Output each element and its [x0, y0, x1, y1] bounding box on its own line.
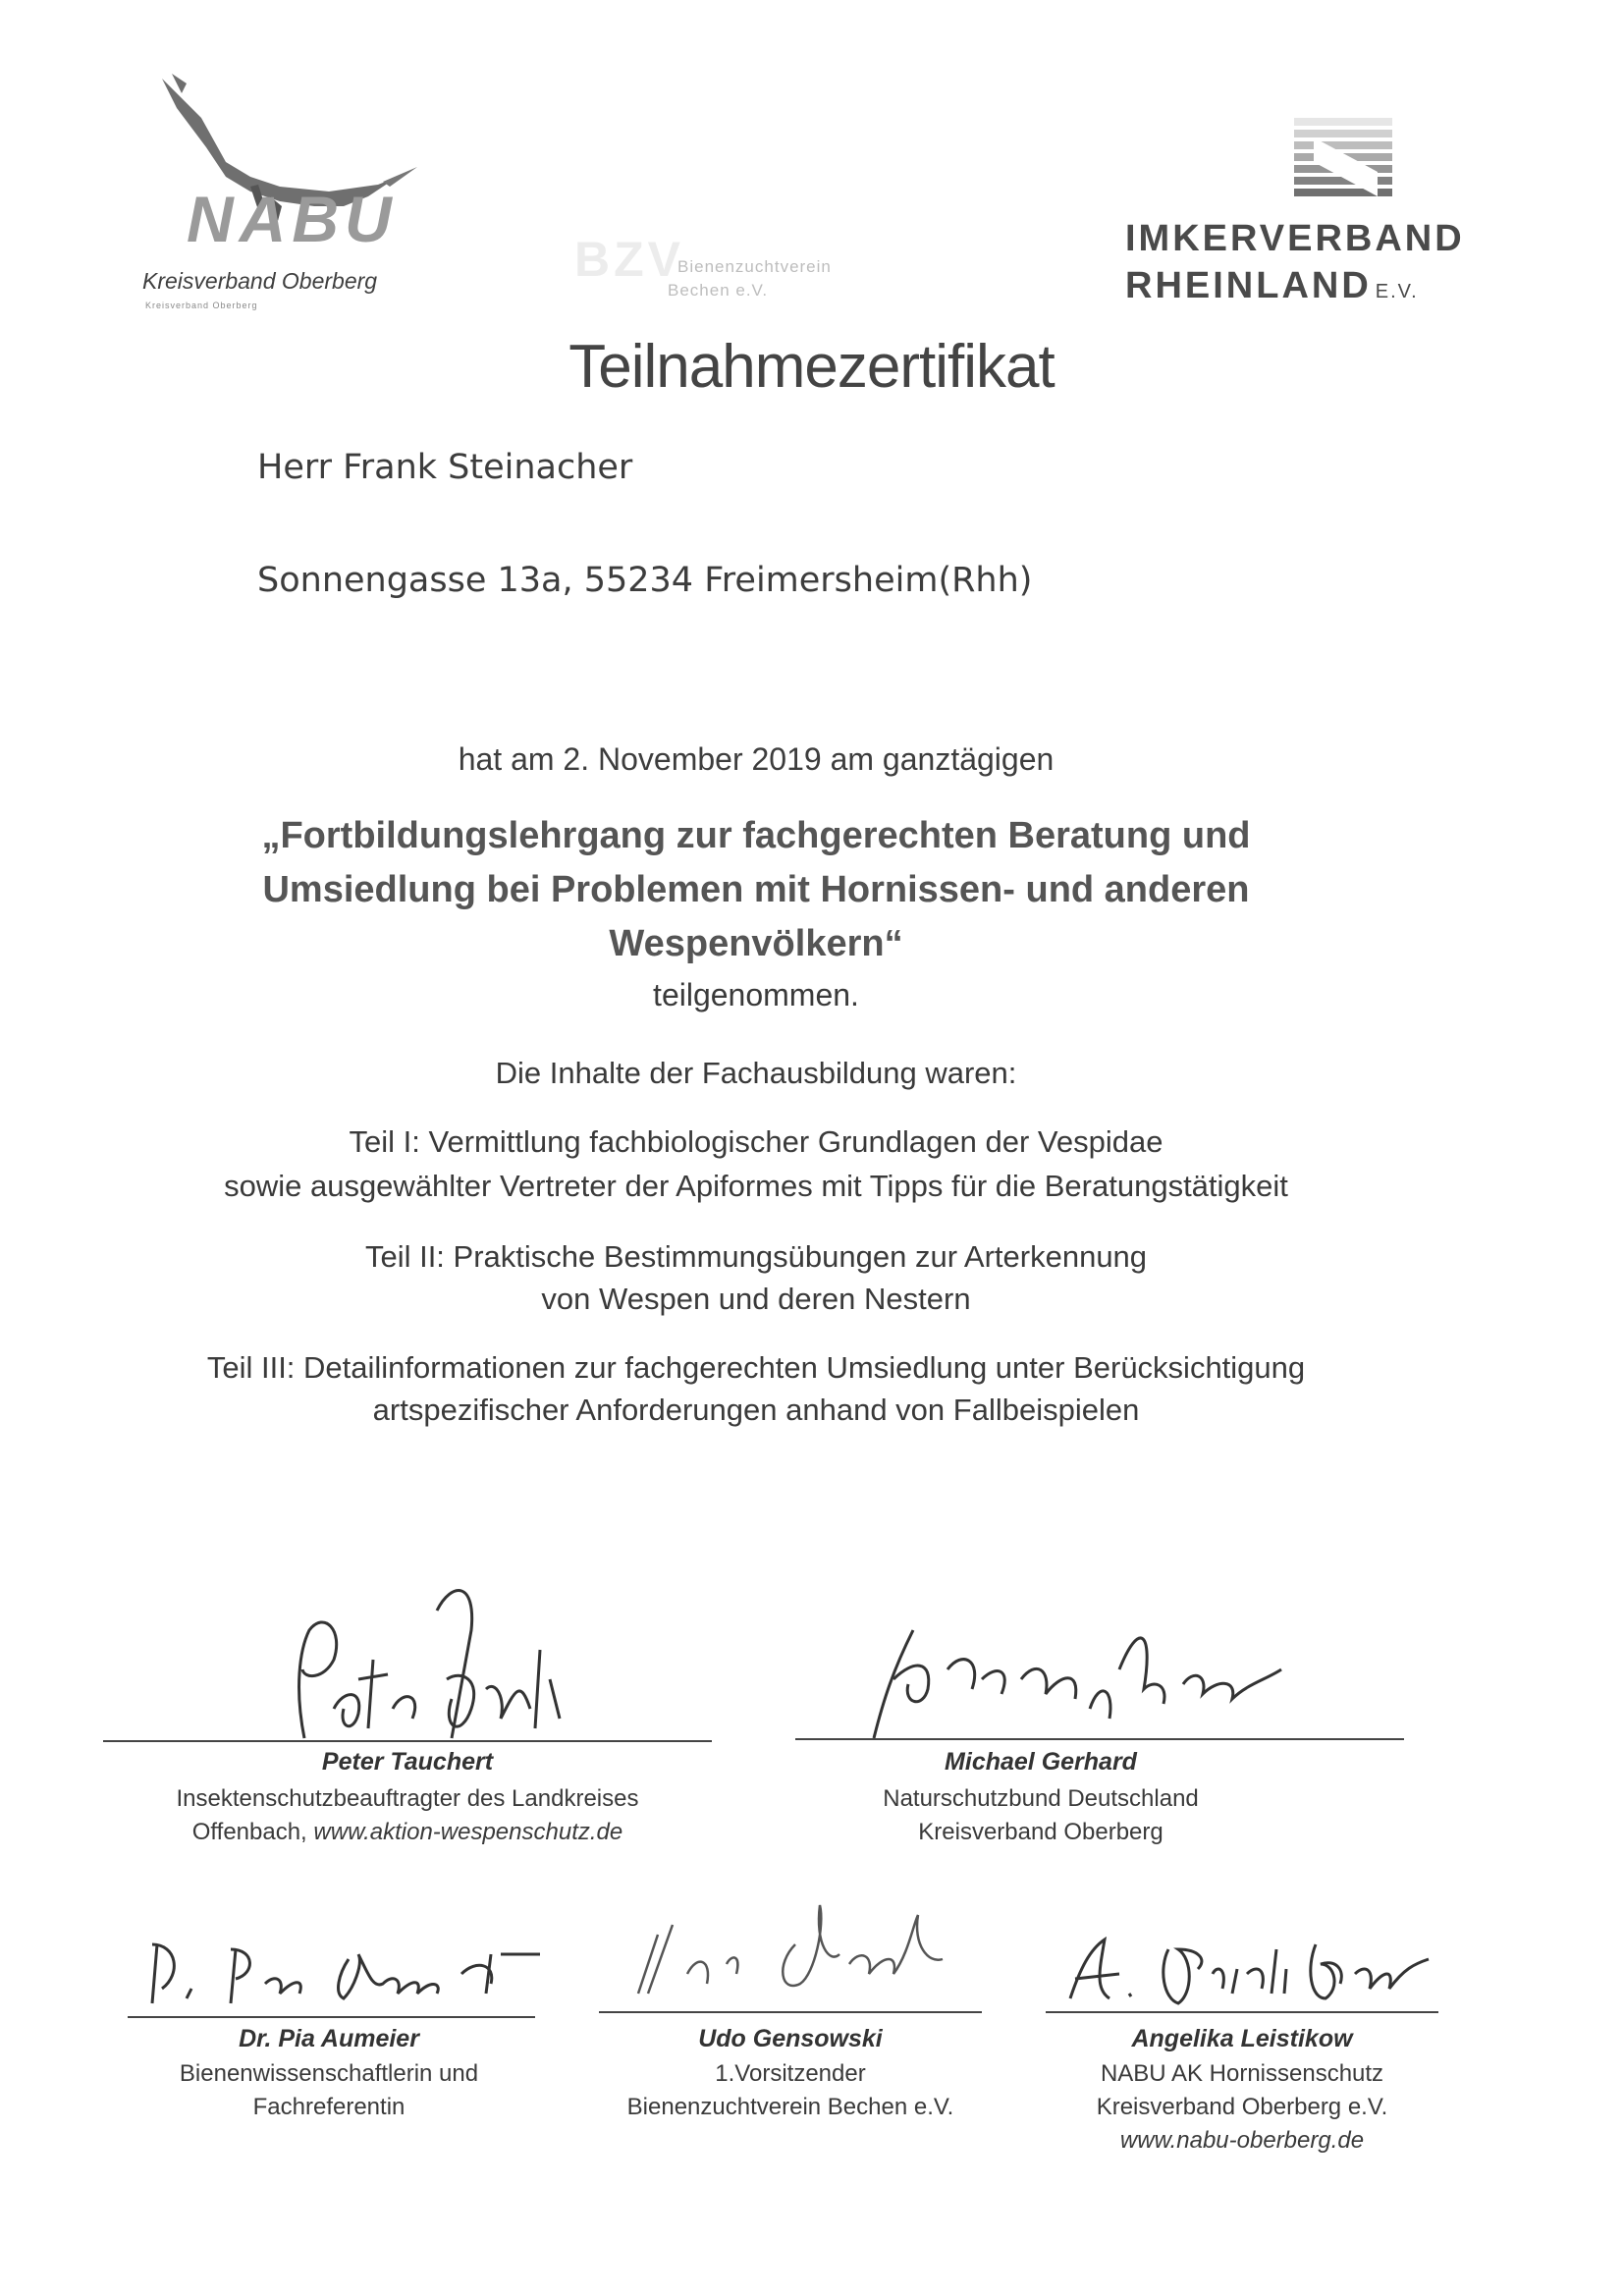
- part1-line1: Teil I: Vermittlung fachbiologischer Grundlagen der Vespidae: [349, 1124, 1163, 1159]
- signature-line-2: [795, 1738, 1404, 1740]
- participated-text: teilgenommen.: [653, 977, 859, 1012]
- imkerverband-emblem-icon: [1294, 118, 1392, 201]
- course-title-line1: „Fortbildungslehrgang zur fachgerechten Beratung und: [261, 815, 1251, 856]
- bzv-logo-letters: BZV: [574, 232, 684, 287]
- bzv-logo-line2: Bechen e.V.: [668, 281, 769, 300]
- part3-line2: artspezifischer Anforderungen anhand von Fallbeispielen: [372, 1393, 1140, 1427]
- course-title-line3: Wespenvölkern“: [609, 923, 903, 964]
- signatory-4-role: [579, 2057, 1001, 2124]
- nabu-logo-subtitle: Kreisverband Oberberg: [142, 268, 378, 294]
- contents-heading: Die Inhalte der Fachausbildung waren:: [495, 1056, 1017, 1090]
- recipient-name: Herr Frank Steinacher: [257, 448, 633, 487]
- imkerverband-line1: IMKERVERBAND: [1125, 218, 1465, 259]
- signatory-1-role: [103, 1782, 712, 1849]
- intro-text: hat am 2. November 2019 am ganztägigen: [458, 741, 1055, 777]
- signature-line-1: [103, 1740, 712, 1742]
- signatory-3-role-line2: Fachreferentin: [252, 2094, 406, 2120]
- signatory-1-role-line1: Insektenschutzbeauftragter des Landkreises: [176, 1785, 639, 1812]
- signature-line-4: [599, 2011, 982, 2013]
- signature-peter-tauchert: [265, 1571, 589, 1748]
- signatory-5-role-line1: NABU AK Hornissenschutz: [1100, 2060, 1384, 2087]
- signatory-5-role: [1046, 2057, 1438, 2158]
- signatory-1-url: www.aktion-wespenschutz.de: [313, 1819, 623, 1845]
- part3-line1: Teil III: Detailinformationen zur fachgerechten Umsiedlung unter Berücksichtigung: [206, 1350, 1306, 1385]
- signatory-5-url: www.nabu-oberberg.de: [1119, 2127, 1365, 2154]
- signatory-1-name: Peter Tauchert: [321, 1748, 494, 1776]
- signatory-1-role-line2: [103, 1816, 712, 1849]
- course-title-line2: Umsiedlung bei Problemen mit Hornissen- und anderen: [262, 869, 1250, 910]
- certificate-title: Teilnahmezertifikat: [568, 333, 1055, 401]
- imkerverband-ev-suffix: E.V.: [1375, 281, 1419, 302]
- signatory-3-name: Dr. Pia Aumeier: [239, 2025, 419, 2052]
- part1-line2: sowie ausgewählter Vertreter der Apiformes mit Tipps für die Beratungstätigkeit: [224, 1169, 1288, 1203]
- signatory-5-role-line2: Kreisverband Oberberg e.V.: [1096, 2094, 1388, 2120]
- signatory-2-role-line2: Kreisverband Oberberg: [918, 1819, 1163, 1845]
- signatory-2-role: [795, 1782, 1286, 1849]
- part2-line2: von Wespen und deren Nestern: [541, 1282, 971, 1316]
- signatory-4-role-line2: Bienenzuchtverein Bechen e.V.: [626, 2094, 954, 2120]
- signatory-3-role-line1: Bienenwissenschaftlerin und: [179, 2060, 479, 2087]
- signatory-3-role: [103, 2057, 555, 2124]
- signatory-5-name: Angelika Leistikow: [1131, 2025, 1353, 2052]
- signatory-2-role-line1: Naturschutzbund Deutschland: [883, 1785, 1199, 1812]
- signature-michael-gerhard: [854, 1611, 1296, 1748]
- imkerverband-line2: [1125, 265, 1419, 307]
- signature-udo-gensowski: [619, 1886, 962, 2013]
- signature-pia-aumeier: [137, 1935, 550, 2013]
- signature-line-5: [1046, 2011, 1438, 2013]
- imkerverband-rheinland: RHEINLAND: [1125, 265, 1372, 306]
- bzv-logo-line1: Bienenzuchtverein: [677, 257, 832, 276]
- signature-angelika-leistikow: [1051, 1920, 1443, 2013]
- signature-line-3: [128, 2016, 535, 2018]
- signatory-4-role-line1: 1.Vorsitzender: [715, 2060, 866, 2087]
- nabu-logo-word: NABU: [187, 183, 398, 255]
- signatory-4-name: Udo Gensowski: [698, 2025, 883, 2052]
- signatory-2-name: Michael Gerhard: [945, 1748, 1137, 1776]
- part2-line1: Teil II: Praktische Bestimmungsübungen zur Arterkennung: [364, 1239, 1148, 1274]
- recipient-address: Sonnengasse 13a, 55234 Freimersheim(Rhh): [257, 561, 1033, 600]
- signatory-1-city: Offenbach,: [191, 1819, 314, 1845]
- nabu-logo-tiny-text: Kreisverband Oberberg: [145, 301, 258, 310]
